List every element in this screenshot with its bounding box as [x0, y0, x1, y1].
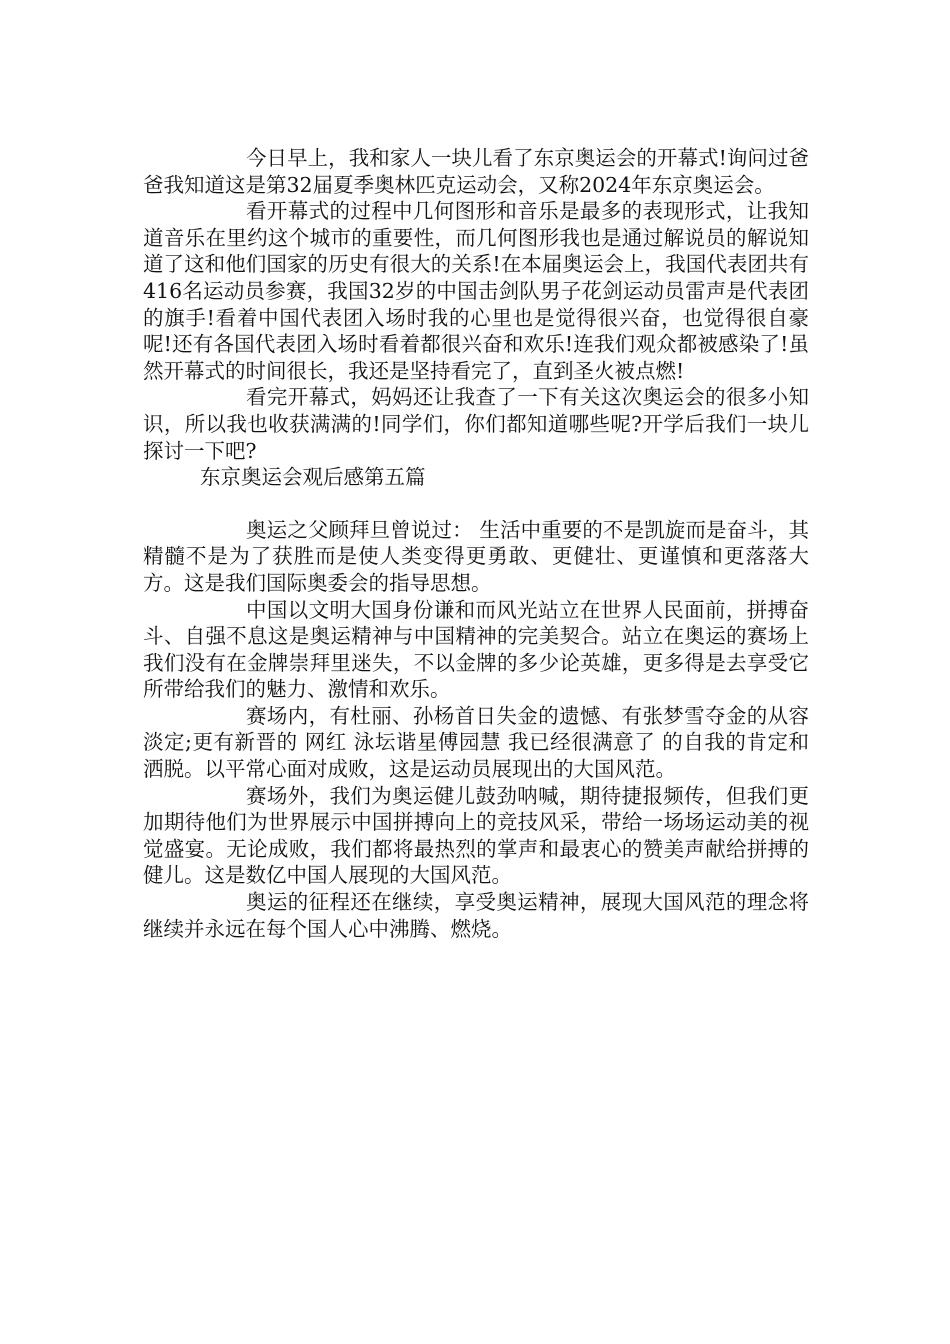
document-body — [143, 145, 809, 942]
paragraph-1: 今日早上，我和家人一块儿看了东京奥运会的开幕式!询问过爸爸我知道这是第32届夏季奥林匹克运动会，又称2024年东京奥运会。 — [143, 146, 809, 197]
paragraph-2: 看开幕式的过程中几何图形和音乐是最多的表现形式，让我知道音乐在里约这个城市的重要性，而几何图形我也是通过解说员的解说知道了这和他们国家的历史有很大的关系!在本届奥运会上，我国代表团共有416名运动员参赛，我国32岁的中国击剑队男子花剑运动员雷声是代表团的旗手!看着中国代表团入场时我的心里也是觉得很兴奋，也觉得很自豪呢!还有各国代表团入场时看着都很兴奋和欢乐!连我们观众都被感染了!虽然开幕式的时间很长，我还是坚持看完了，直到圣火被点燃! — [143, 199, 809, 383]
paragraph-7: 赛场外，我们为奥运健儿鼓劲呐喊，期待捷报频传，但我们更加期待他们为世界展示中国拼搏向上的竞技风采，带给一场场运动美的视觉盛宴。无论成败，我们都将最热烈的掌声和最衷心的赞美声献给拼搏的健儿。这是数亿中国人展现的大国风范。 — [143, 783, 809, 888]
section-title: 东京奥运会观后感第五篇 — [200, 465, 426, 490]
paragraph-5: 中国以文明大国身份谦和而风光站立在世界人民面前，拼搏奋斗、自强不息这是奥运精神与中国精神的完美契合。站立在奥运的赛场上我们没有在金牌崇拜里迷失，不以金牌的多少论英雄，更多得是去享受它所带给我们的魅力、激情和欢乐。 — [143, 597, 809, 702]
paragraph-3: 看完开幕式，妈妈还让我查了一下有关这次奥运会的很多小知识，所以我也收获满满的!同学们，你们都知道哪些呢?开学后我们一块儿探讨一下吧? — [143, 385, 809, 463]
paragraph-8: 奥运的征程还在继续，享受奥运精神，展现大国风范的理念将继续并永远在每个国人心中沸腾、燃烧。 — [143, 890, 809, 941]
blank-line — [143, 491, 809, 517]
paragraph-4: 奥运之父顾拜旦曾说过： 生活中重要的不是凯旋而是奋斗，其精髓不是为了获胜而是使人类变得更勇敢、更健壮、更谨慎和更落落大方。这是我们国际奥委会的指导思想。 — [143, 517, 809, 595]
paragraph-6: 赛场内，有杜丽、孙杨首日失金的遗憾、有张梦雪夺金的从容淡定;更有新晋的 网红 泳坛谐星傅园慧 我已经很满意了 的自我的肯定和洒脱。以平常心面对成败，这是运动员展现出的大国风范。 — [143, 703, 809, 782]
